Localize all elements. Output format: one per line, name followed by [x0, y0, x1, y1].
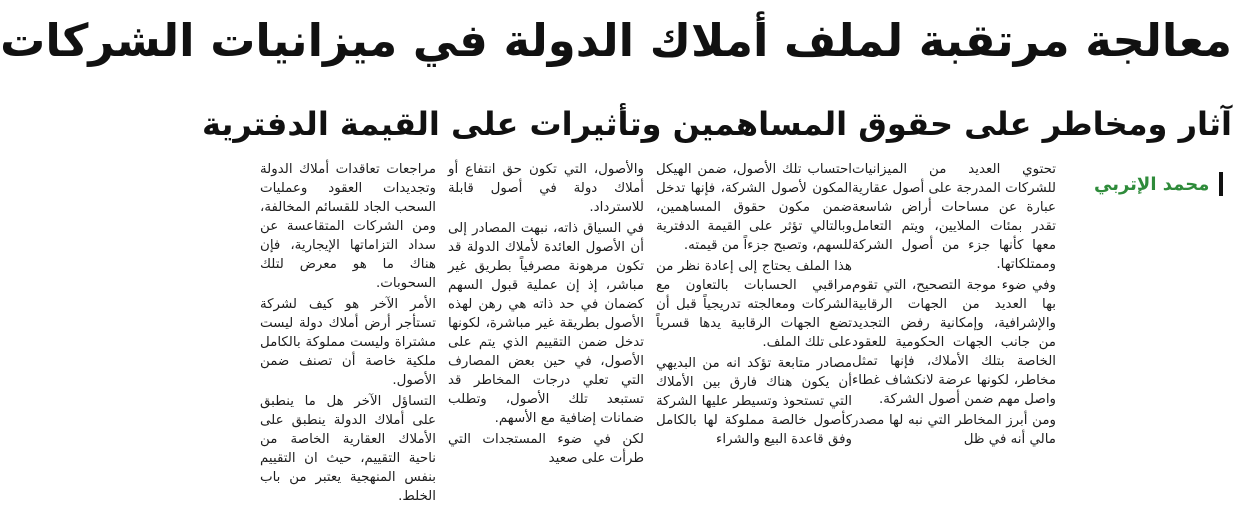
subheadline: آثار ومخاطر على حقوق المساهمين وتأثيرات على القيمة الدفترية: [201, 105, 1232, 143]
paragraph: مصادر متابعة تؤكد انه من البديهي أن يكون هناك فارق بين الأملاك التي تستحوذ وتسيطر عليها الشركة كأصول خالصة مملوكة لها بالكامل وفق قاعدة البيع والشراء: [656, 356, 852, 447]
paragraph: وفي ضوء موجة التصحيح، التي تقوم بها العديد من الجهات الرقابية والإشرافية، وإمكانية رفض التجديد من جانب الجهات الحكومية للعقود الخاصة بتلك الأملاك، فإنها تمثل مخاطر، لكونها عرضة لانكشاف غطاء واصل مهم ضمن أصول الشركة.: [852, 278, 1056, 407]
column-1: [852, 160, 1056, 520]
paragraph: مراجعات تعاقدات أملاك الدولة وتجديدات العقود وعمليات السحب الجاد للقسائم المخالفة، ومن الشركات المتقاعسة عن سداد التزاماتها الإيجارية، فإن هناك ما هو معرض لتلك السحوبات.: [260, 162, 436, 291]
paragraph: لكن في ضوء المستجدات التي طرأت على صعيد: [448, 432, 644, 466]
paragraph: في السياق ذاته، نبهت المصادر إلى أن الأصول العائدة لأملاك الدولة قد تكون مرهونة مصرفياً بطريق غير مباشر، إذ إن عملية قبول السهم كضمان في حد ذاته هي رهن لهذه الأصول بطريقة غير مباشرة، لكونها تدخل ضمن التقييم الذي يتم على الأصول، في حين بعض المصارف التي تعلي درجات المخاطر قد تستبعد تلك الأصول، وتطلب ضمانات إضافية مع الأسهم.: [448, 221, 644, 426]
paragraph: الأمر الآخر هو كيف لشركة تستأجر أرض أملاك دولة ليست مشتراة وليست مملوكة بالكامل ملكية خاصة أن تصنف ضمن الأصول.: [260, 297, 436, 388]
paragraph: التساؤل الآخر هل ما ينطبق على أملاك الدولة ينطبق على الأملاك العقارية الخاصة من ناحية التقييم، حيث ان التقييم بنفس المنهجية يعتبر من باب الخلط.: [260, 394, 436, 504]
paragraph: احتساب تلك الأصول، ضمن الهيكل المكون لأصول الشركة، فإنها تدخل ضمن مكون حقوق المساهمين، وبالتالي تؤثر على القيمة الدفترية للسهم، وتصبح جزءاً من قيمته.: [656, 162, 852, 253]
column-4: [260, 160, 436, 520]
column-2: [656, 160, 852, 520]
paragraph: تحتوي العديد من الميزانيات للشركات المدرجة على أصول عقارية عبارة عن مساحات أراض شاسعة تقدر بمئات الملايين، ويتم التعامل معها كأنها جزء من أصول الشركة وممتلكاتها.: [852, 162, 1056, 272]
column-3: [448, 160, 644, 520]
headline: معالجة مرتقبة لملف أملاك الدولة في ميزانيات الشركات: [0, 14, 1232, 67]
byline: [1094, 168, 1232, 200]
paragraph: هذا الملف يحتاج إلى إعادة نظر من مراقبي الحسابات بالتعاون مع الشركات ومعالجته تدريجياً قبل أن تضع الجهات الرقابية يدها قسرياً على تلك الملف.: [656, 259, 852, 350]
paragraph: ومن أبرز المخاطر التي نبه لها مصدر مالي أنه في ظل: [852, 413, 1056, 447]
byline-bar: [1219, 172, 1223, 196]
paragraph: والأصول، التي تكون حق انتفاع أو أملاك دولة في أصول قابلة للاسترداد.: [448, 162, 644, 215]
author-name: محمد الإتربي: [1094, 173, 1210, 195]
